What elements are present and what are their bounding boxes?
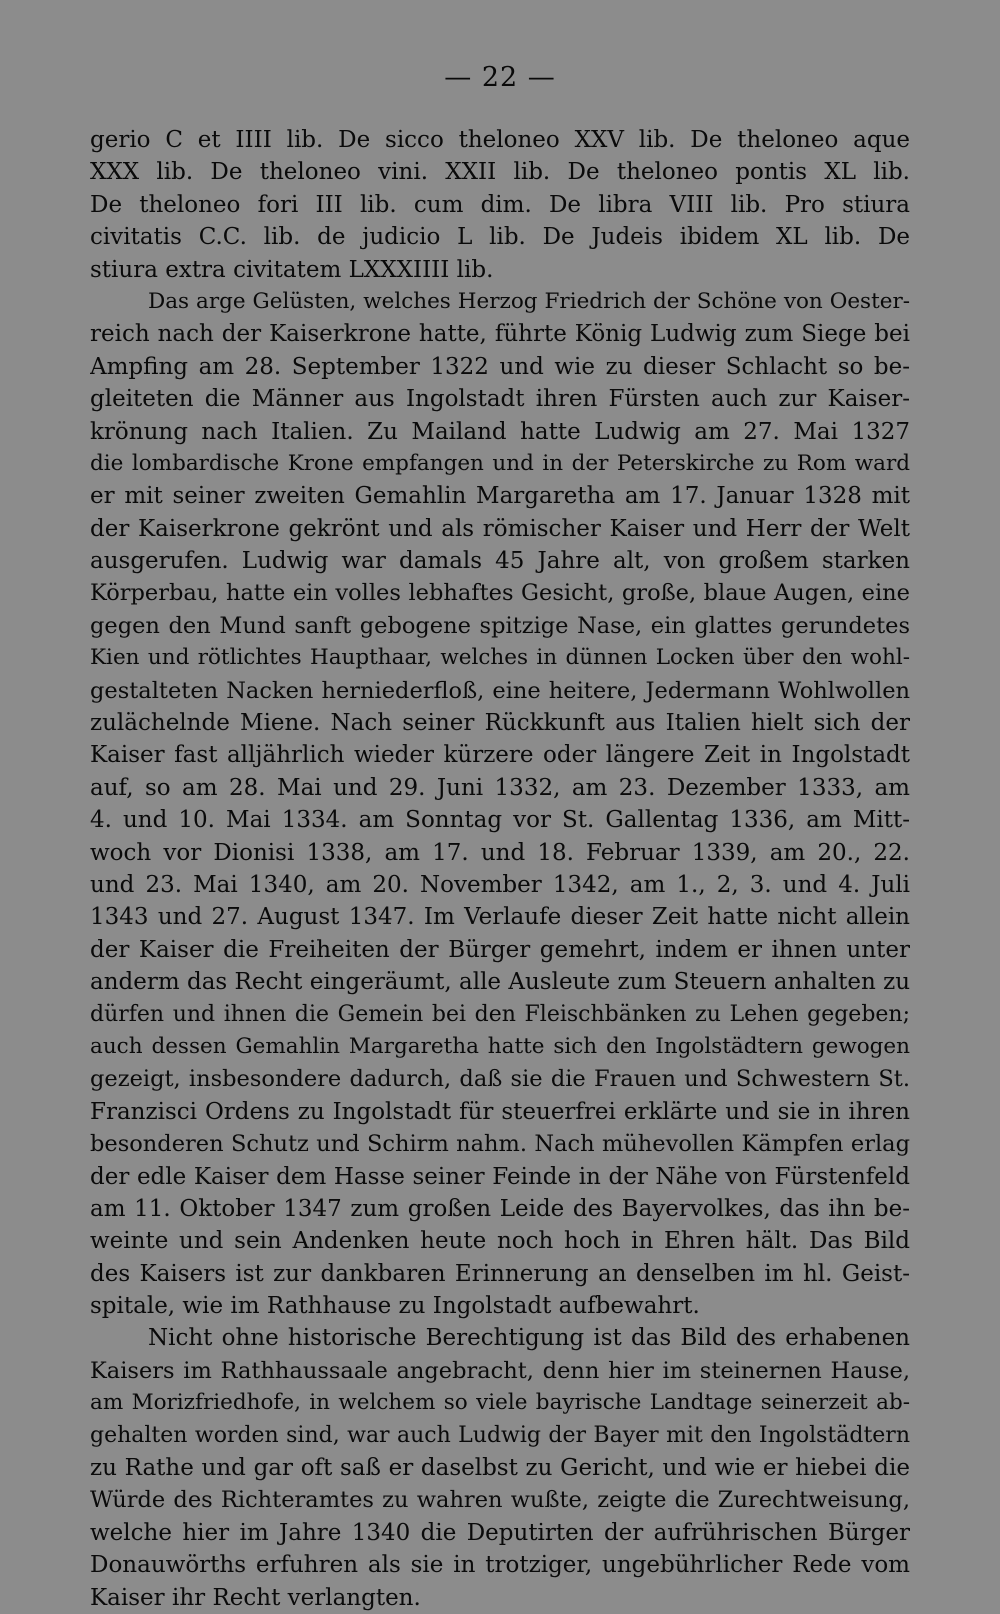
text-line: Nicht ohne historische Berechtigung ist das Bild des erhabenen: [148, 1325, 910, 1352]
text-line: ausgerufen. Ludwig war damals 45 Jahre alt, von großem starken: [90, 548, 910, 575]
text-line: Kaiser fast alljährlich wieder kürzere oder längere Zeit in Ingolstadt: [90, 742, 910, 769]
text-line: besonderen Schutz und Schirm nahm. Nach mühevollen Kämpfen erlag: [90, 1131, 910, 1158]
text-line: er mit seiner zweiten Gemahlin Margaretha am 17. Januar 1328 mit: [90, 483, 910, 510]
text-line: civitatis C.C. lib. de judicio L lib. De Judeis ibidem XL lib. De: [90, 224, 910, 251]
text-line: am 11. Oktober 1347 zum großen Leide des Bayervolkes, das ihn be-: [90, 1195, 910, 1222]
text-line: weinte und sein Andenken heute noch hoch in Ehren hält. Das Bild: [90, 1228, 910, 1255]
text-line: gerio C et IIII lib. De sicco theloneo XXV lib. De theloneo aque: [90, 127, 910, 153]
text-line: Ampfing am 28. September 1322 und wie zu dieser Schlacht so be-: [90, 353, 910, 380]
text-line: Würde des Richteramtes zu wahren wußte, zeigte die Zurechtweisung,: [90, 1487, 910, 1514]
text-line: zulächelnde Miene. Nach seiner Rückkunft aus Italien hielt sich der: [90, 710, 910, 737]
text-line: spitale, wie im Rathhause zu Ingolstadt aufbewahrt.: [90, 1293, 700, 1320]
text-line: Kaisers im Rathhaussaale angebracht, denn hier im steinernen Hause,: [90, 1357, 910, 1384]
text-line: der Kaiser die Freiheiten der Bürger gemehrt, indem er ihnen unter: [90, 936, 910, 963]
text-line: reich nach der Kaiserkrone hatte, führte König Ludwig zum Siege bei: [90, 321, 910, 348]
text-line: De theloneo fori III lib. cum dim. De libra VIII lib. Pro stiura: [90, 191, 910, 218]
text-line: gleiteten die Männer aus Ingolstadt ihren Fürsten auch zur Kaiser-: [90, 386, 910, 413]
text-line: dürfen und ihnen die Gemein bei den Fleischbänken zu Lehen gegeben;: [90, 1001, 910, 1027]
page-number: — 22 —: [444, 62, 556, 93]
text-line: der edle Kaiser dem Hasse seiner Feinde in der Nähe von Fürstenfeld: [90, 1163, 910, 1190]
text-line: Franzisci Ordens zu Ingolstadt für steuerfrei erklärte und sie in ihren: [90, 1098, 910, 1125]
text-line: zu Rathe und gar oft saß er daselbst zu Gericht, und wie er hiebei die: [90, 1455, 910, 1482]
text-line: gezeigt, insbesondere dadurch, daß sie die Frauen und Schwestern St.: [90, 1066, 910, 1093]
text-line: am Morizfriedhofe, in welchem so viele bayrische Landtage seinerzeit ab-: [90, 1390, 910, 1416]
text-line: krönung nach Italien. Zu Mailand hatte Ludwig am 27. Mai 1327: [90, 418, 910, 445]
text-line: woch vor Dionisi 1338, am 17. und 18. Februar 1339, am 20., 22.: [90, 839, 910, 866]
text-line: Kaiser ihr Recht verlangten.: [90, 1584, 421, 1611]
text-line: und 23. Mai 1340, am 20. November 1342, am 1., 2, 3. und 4. Juli: [90, 871, 910, 898]
text-line: gegen den Mund sanft gebogene spitzige Nase, ein glattes gerundetes: [90, 612, 910, 639]
text-line: der Kaiserkrone gekrönt und als römischer Kaiser und Herr der Welt: [90, 515, 910, 542]
text-line: anderm das Recht eingeräumt, alle Ausleute zum Steuern anhalten zu: [90, 969, 910, 996]
text-line: stiura extra civitatem LXXXIIII lib.: [90, 256, 494, 283]
text-line: des Kaisers ist zur dankbaren Erinnerung an denselben im hl. Geist-: [90, 1260, 910, 1287]
body-text: [90, 124, 910, 1614]
text-line: auch dessen Gemahlin Margaretha hatte sich den Ingolstädtern gewogen: [90, 1033, 910, 1059]
text-line: 4. und 10. Mai 1334. am Sonntag vor St. Gallentag 1336, am Mitt-: [90, 807, 910, 834]
text-line: gestalteten Nacken herniederfloß, eine heitere, Jedermann Wohlwollen: [90, 677, 910, 704]
text-line: die lombardische Krone empfangen und in der Peterskirche zu Rom ward: [90, 450, 910, 476]
text-line: Donauwörths erfuhren als sie in trotziger, ungebührlicher Rede vom: [90, 1552, 910, 1579]
text-line: XXX lib. De theloneo vini. XXII lib. De theloneo pontis XL lib.: [90, 159, 910, 186]
text-line: Das arge Gelüsten, welches Herzog Friedrich der Schöne von Oester-: [148, 288, 910, 314]
text-line: gehalten worden sind, war auch Ludwig der Bayer mit den Ingolstädtern: [90, 1422, 910, 1448]
text-line: Kien und rötlichtes Haupthaar, welches in dünnen Locken über den wohl-: [90, 645, 910, 671]
text-line: welche hier im Jahre 1340 die Deputirten der aufrührischen Bürger: [90, 1519, 910, 1546]
text-line: 1343 und 27. August 1347. Im Verlaufe dieser Zeit hatte nicht allein: [90, 904, 910, 931]
text-line: Körperbau, hatte ein volles lebhaftes Gesicht, große, blaue Augen, eine: [90, 580, 910, 607]
text-line: auf, so am 28. Mai und 29. Juni 1332, am 23. Dezember 1333, am: [90, 774, 910, 801]
